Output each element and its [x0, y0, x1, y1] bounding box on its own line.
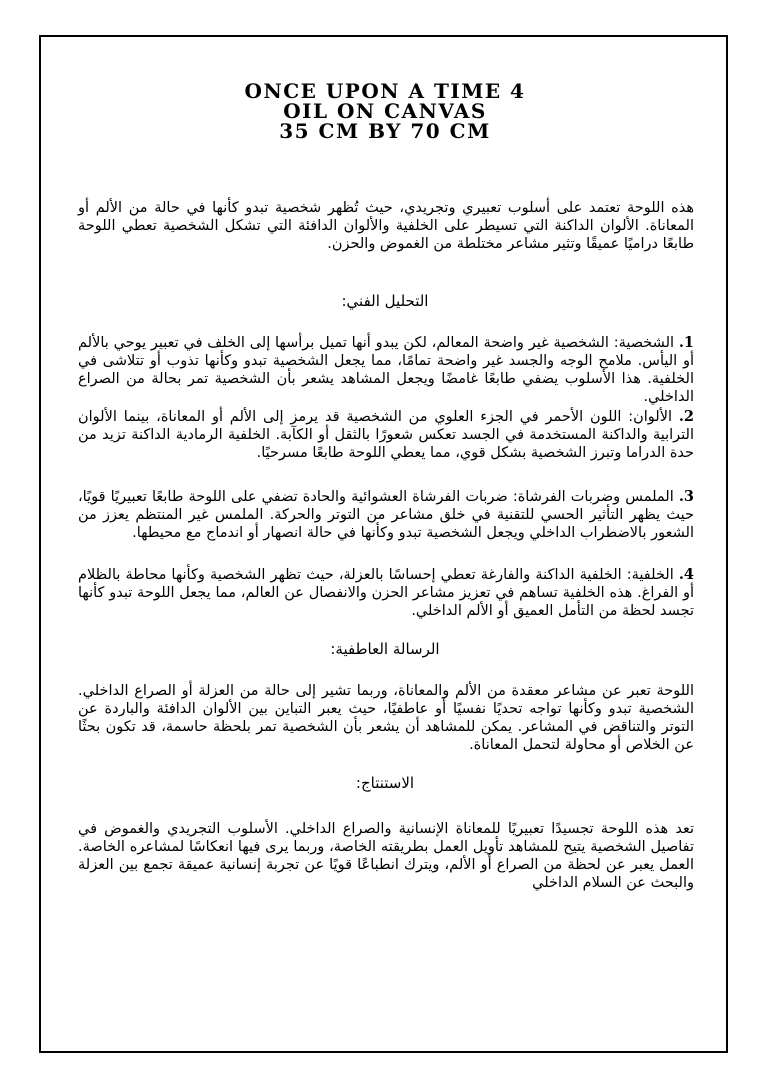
- analysis-item-4: [78, 566, 694, 620]
- item-number: 4.: [678, 566, 694, 583]
- item-text: الشخصية: الشخصية غير واضحة المعالم، لكن يبدو أنها تميل برأسها إلى الخلف في تعبير يوحي بالألم أو اليأس. ملامح الوجه والجسد غير واضحة تمامًا، مما يجعل الشخصية تبدو وكأنها تذوب أو تتلاشى في الخلفية. هذا الأسلوب يضفي طابعًا غامضًا ويجعل المشاهد يشعر بأن الشخصية تمر بحالة من الصراع الداخلي.: [78, 335, 694, 405]
- item-text: الألوان: اللون الأحمر في الجزء العلوي من الشخصية قد يرمز إلى الألم أو المعاناة، بينما الألوان الترابية والداكنة المستخدمة في الجسد تعكس شعورًا بالثقل أو الكآبة. الخلفية الرمادية الداكنة تزيد من حدة الدراما وتبرز الشخصية بشكل قوي، مما يعطي اللوحة طابعًا مسرحيًا.: [78, 409, 694, 461]
- analysis-item-2: [78, 408, 694, 462]
- item-text: الملمس وضربات الفرشاة: ضربات الفرشاة العشوائية والحادة تضفي على اللوحة طابعًا تعبيريًا قويًا، حيث يظهر التأثير الحسي للتقنية في خلق مشاعر من التوتر والحركة. الملمس غير المنتظم يعزز من الشعور بالاضطراب الداخلي ويجعل الشخصية تبدو وكأنها في حالة انصهار أو اندماج مع محيطها.: [78, 489, 694, 541]
- item-text: الخلفية: الخلفية الداكنة والفارغة تعطي إحساسًا بالعزلة، حيث تظهر الشخصية وكأنها محاطة بالظلام أو الفراغ. هذه الخلفية تساهم في تعزيز مشاعر الحزن والانفصال عن العالم، مما يجعل اللوحة تبدو كأنها تجسد لحظة من التأمل العميق أو الألم الداخلي.: [78, 567, 694, 619]
- title-line-3: 35 CM BY 70 CM: [279, 119, 491, 143]
- title-line-2: OIL ON CANVAS: [283, 99, 487, 123]
- analysis-item-3: [78, 488, 694, 542]
- analysis-heading: التحليل الفني:: [341, 292, 429, 310]
- title-line-1: ONCE UPON A TIME 4: [244, 79, 526, 103]
- page-border: [39, 35, 728, 1053]
- item-number: 3.: [678, 488, 695, 505]
- conclusion-heading: الاستنتاج:: [355, 774, 415, 792]
- emotional-heading: الرسالة العاطفية:: [330, 640, 440, 658]
- item-number: 2.: [678, 408, 695, 425]
- analysis-item-1: [78, 334, 694, 406]
- item-number: 1.: [678, 334, 694, 351]
- conclusion-paragraph: تعد هذه اللوحة تجسيدًا تعبيريًا للمعاناة الإنسانية والصراع الداخلي. الأسلوب التجريدي والغموض في تفاصيل الشخصية يتيح للمشاهد تأويل العمل بطريقته الخاصة، وربما يرى فيها انعكاسًا لمشاعره الخاصة. العمل يعبر عن لحظة من الصراع أو الألم، ويترك انطباعًا قويًا عن تجربة إنسانية عميقة تجمع بين العزلة والبحث عن السلام الداخلي: [78, 821, 694, 891]
- intro-paragraph: هذه اللوحة تعتمد على أسلوب تعبيري وتجريدي، حيث تُظهر شخصية تبدو كأنها في حالة من الألم أو المعاناة. الألوان الداكنة التي تسيطر على الخلفية والألوان الدافئة التي تشكل الشخصية تعطي اللوحة طابعًا دراميًا عميقًا وتثير مشاعر مختلطة من الغموض والحزن.: [78, 200, 694, 252]
- emotional-paragraph: اللوحة تعبر عن مشاعر معقدة من الألم والمعاناة، وربما تشير إلى حالة من العزلة أو الصراع الداخلي. الشخصية تبدو وكأنها تواجه تحديًا نفسيًا أو عاطفيًا، حيث يعبر التباين بين الألوان الدافئة والباردة عن التوتر والتناقض في المشاعر. يمكن للمشاهد أن يشعر بأن الشخصية تمر بلحظة حاسمة، قد تكون بحثًا عن الخلاص أو محاولة لتحمل المعاناة.: [78, 683, 694, 753]
